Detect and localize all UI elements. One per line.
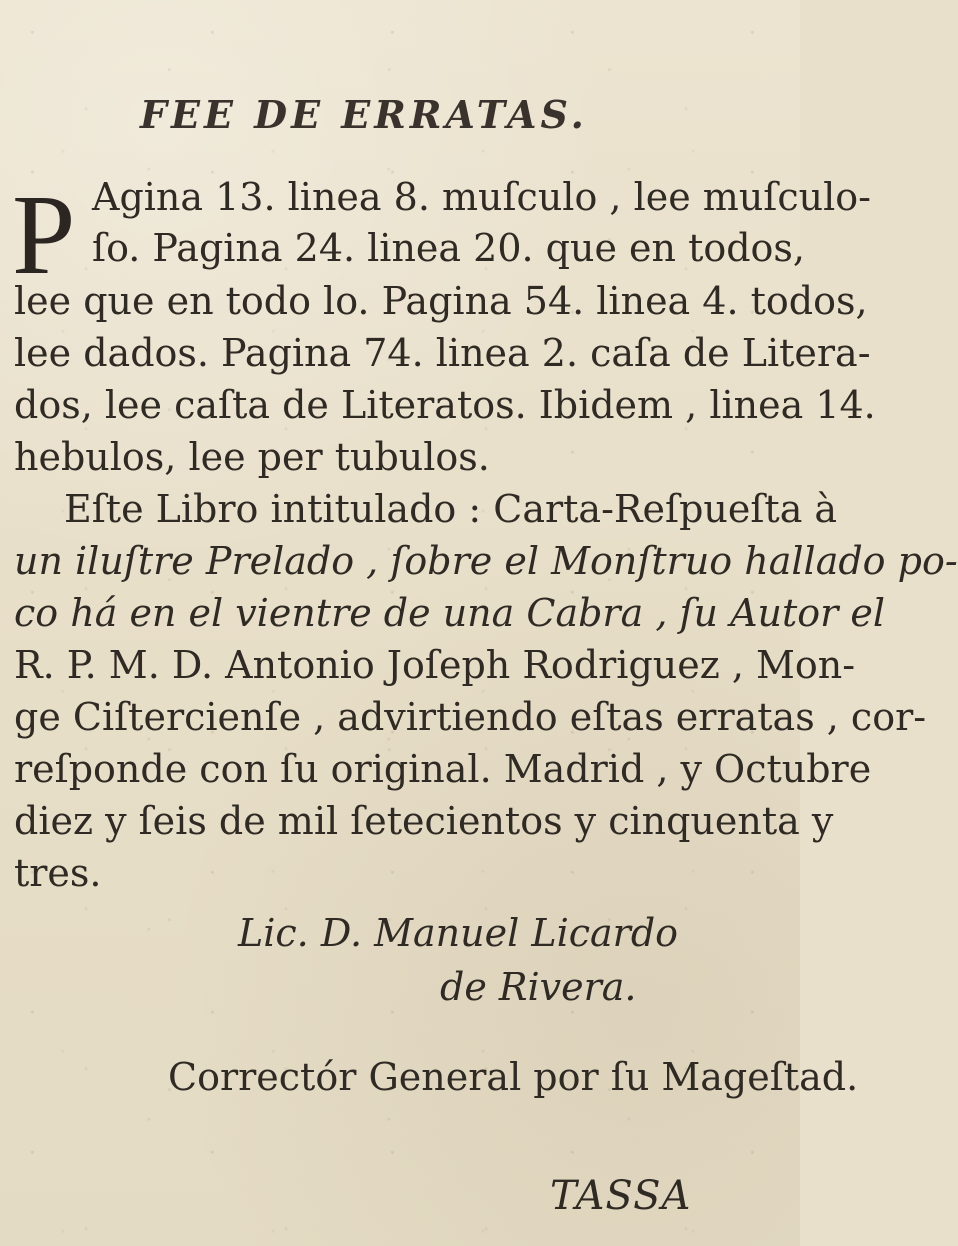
- text-line-7: Eſte Libro intitulado : Carta-Reſpueſta à: [64, 487, 838, 531]
- text-line-5: dos, lee caſta de Literatos. Ibidem , linea 14.: [14, 383, 876, 427]
- signature-line-3: Correctór General por ſu Mageſtad.: [168, 1055, 859, 1099]
- signature-line-2: de Rivera.: [440, 965, 637, 1009]
- text-line-12: reſponde con ſu original. Madrid , y Octubre: [14, 747, 872, 791]
- page-title: FEE DE ERRATAS.: [140, 92, 588, 137]
- footer-word: TASSA: [550, 1173, 692, 1219]
- text-line-2: ſo. Pagina 24. linea 20. que en todos,: [92, 226, 806, 270]
- drop-cap: P: [12, 171, 76, 298]
- text-line-6: hebulos, lee per tubulos.: [14, 435, 490, 479]
- text-line-13: diez y ſeis de mil ſetecientos y cinquenta y: [14, 799, 834, 843]
- signature-line-1: Lic. D. Manuel Licardo: [238, 911, 679, 955]
- text-line-9: co há en el vientre de una Cabra , ſu Autor el: [14, 591, 886, 635]
- text-line-1: Agina 13. linea 8. muſculo , lee muſculo-: [92, 175, 871, 219]
- text-line-10: R. P. M. D. Antonio Joſeph Rodriguez , Mon-: [14, 643, 856, 687]
- text-line-11: ge Ciſtercienſe , advirtiendo eſtas erratas , cor-: [14, 695, 927, 739]
- text-line-4: lee dados. Pagina 74. linea 2. caſa de Litera-: [14, 331, 871, 375]
- text-line-3: lee que en todo lo. Pagina 54. linea 4. todos,: [14, 279, 868, 323]
- text-line-14: tres.: [14, 851, 102, 895]
- text-line-8: un iluſtre Prelado , ſobre el Monſtruo hallado po-: [14, 539, 958, 583]
